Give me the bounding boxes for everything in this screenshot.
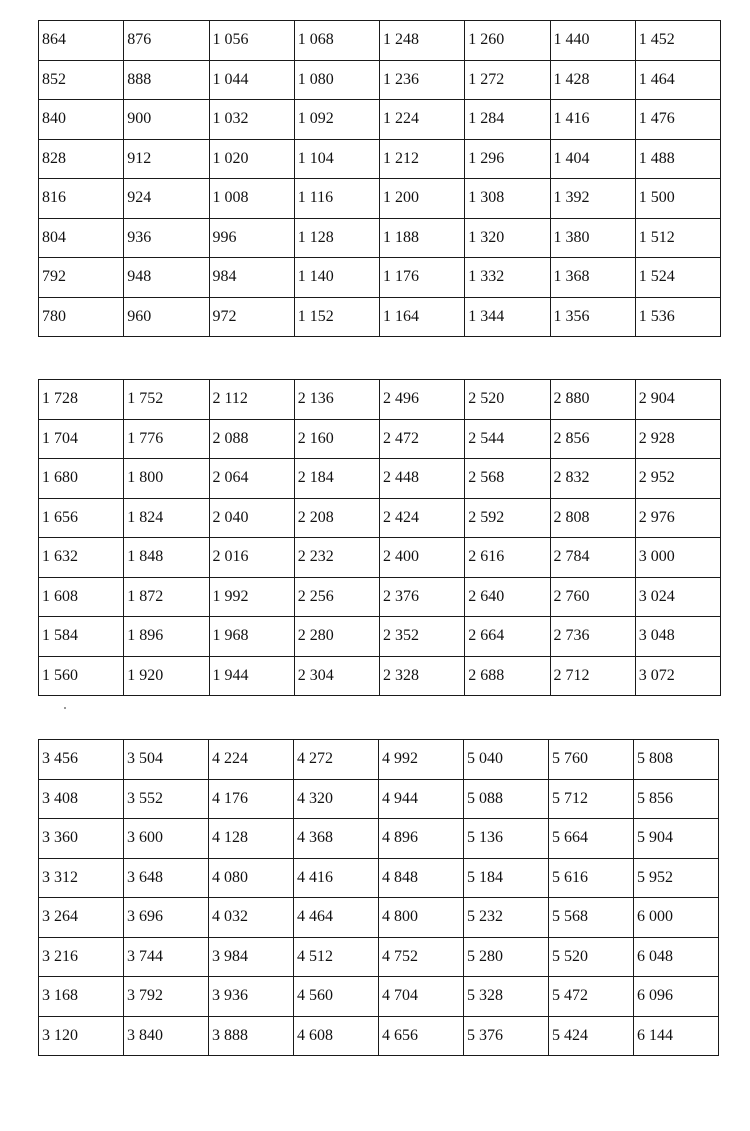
table-cell: 3 360 [39, 819, 124, 859]
table-cell: 5 040 [464, 740, 549, 780]
table-cell: 3 024 [635, 577, 720, 617]
table-cell: 5 808 [634, 740, 719, 780]
table-cell: 1 944 [209, 656, 294, 696]
table-cell: 1 464 [635, 60, 720, 100]
table-cell: 1 536 [635, 297, 720, 337]
table-cell: 4 896 [379, 819, 464, 859]
table-cell: 4 656 [379, 1016, 464, 1056]
table-cell: 816 [39, 179, 124, 219]
table-cell: 2 400 [380, 538, 465, 578]
table-cell: 1 848 [124, 538, 209, 578]
table-cell: 2 616 [465, 538, 550, 578]
table-cell: 4 704 [379, 977, 464, 1017]
table-cell: 5 136 [464, 819, 549, 859]
table-cell: 1 140 [294, 258, 379, 298]
table-cell: 1 068 [294, 21, 379, 61]
table-cell: 1 872 [124, 577, 209, 617]
table-cell: 2 376 [380, 577, 465, 617]
table-cell: 4 992 [379, 740, 464, 780]
table-cell: 5 952 [634, 858, 719, 898]
table-cell: 2 592 [465, 498, 550, 538]
table-cell: 2 496 [380, 380, 465, 420]
table-cell: 6 144 [634, 1016, 719, 1056]
table-cell: 888 [124, 60, 209, 100]
table-cell: 924 [124, 179, 209, 219]
table-cell: 1 272 [465, 60, 550, 100]
table-cell: 4 176 [209, 779, 294, 819]
table-row [39, 179, 721, 219]
table-cell: 2 904 [635, 380, 720, 420]
table-cell: 5 424 [549, 1016, 634, 1056]
table-cell: 2 256 [294, 577, 379, 617]
table-cell: 2 544 [465, 419, 550, 459]
table-cell: 3 600 [124, 819, 209, 859]
table-cell: 1 248 [380, 21, 465, 61]
table-cell: 3 168 [39, 977, 124, 1017]
table-cell: 1 500 [635, 179, 720, 219]
table-cell: 828 [39, 139, 124, 179]
number-table-3-body [39, 740, 719, 1056]
table-cell: 852 [39, 60, 124, 100]
table-cell: 5 664 [549, 819, 634, 859]
table-cell: 1 416 [550, 100, 635, 140]
table-cell: 5 088 [464, 779, 549, 819]
table-cell: 1 680 [39, 459, 124, 499]
table-cell: 1 080 [294, 60, 379, 100]
table-cell: 1 800 [124, 459, 209, 499]
table-cell: 5 472 [549, 977, 634, 1017]
table-row [39, 297, 721, 337]
table-cell: 1 524 [635, 258, 720, 298]
table-cell: 936 [124, 218, 209, 258]
table-row [39, 937, 719, 977]
table-cell: 4 848 [379, 858, 464, 898]
table-cell: 1 428 [550, 60, 635, 100]
table-cell: 840 [39, 100, 124, 140]
table-cell: 1 992 [209, 577, 294, 617]
table-cell: 4 224 [209, 740, 294, 780]
table-row [39, 60, 721, 100]
number-table-2 [38, 379, 721, 696]
table-cell: 1 704 [39, 419, 124, 459]
number-table-1-body [39, 21, 721, 337]
table-cell: 1 776 [124, 419, 209, 459]
scan-speck [64, 707, 66, 709]
table-cell: 2 352 [380, 617, 465, 657]
table-cell: 1 920 [124, 656, 209, 696]
table-cell: 2 280 [294, 617, 379, 657]
table-cell: 1 488 [635, 139, 720, 179]
table-cell: 4 368 [294, 819, 379, 859]
table-cell: 876 [124, 21, 209, 61]
table-row [39, 577, 721, 617]
table-cell: 2 472 [380, 419, 465, 459]
table-cell: 1 320 [465, 218, 550, 258]
table-cell: 4 128 [209, 819, 294, 859]
table-cell: 2 736 [550, 617, 635, 657]
table-cell: 1 392 [550, 179, 635, 219]
table-cell: 1 236 [380, 60, 465, 100]
table-cell: 3 744 [124, 937, 209, 977]
table-cell: 792 [39, 258, 124, 298]
table-cell: 960 [124, 297, 209, 337]
table-row [39, 1016, 719, 1056]
table-cell: 996 [209, 218, 294, 258]
table-row [39, 459, 721, 499]
table-cell: 984 [209, 258, 294, 298]
table-cell: 2 064 [209, 459, 294, 499]
table-cell: 1 260 [465, 21, 550, 61]
table-cell: 3 504 [124, 740, 209, 780]
table-cell: 2 112 [209, 380, 294, 420]
table-cell: 2 232 [294, 538, 379, 578]
table-cell: 1 728 [39, 380, 124, 420]
table-cell: 1 332 [465, 258, 550, 298]
table-cell: 3 984 [209, 937, 294, 977]
table-cell: 1 056 [209, 21, 294, 61]
table-cell: 2 160 [294, 419, 379, 459]
table-cell: 1 380 [550, 218, 635, 258]
table-cell: 1 176 [380, 258, 465, 298]
table-cell: 3 552 [124, 779, 209, 819]
table-cell: 972 [209, 297, 294, 337]
table-cell: 900 [124, 100, 209, 140]
table-cell: 3 408 [39, 779, 124, 819]
table-cell: 2 184 [294, 459, 379, 499]
table-cell: 1 404 [550, 139, 635, 179]
table-cell: 3 792 [124, 977, 209, 1017]
table-cell: 2 664 [465, 617, 550, 657]
table-cell: 4 032 [209, 898, 294, 938]
table-cell: 4 320 [294, 779, 379, 819]
table-cell: 3 456 [39, 740, 124, 780]
number-table-3 [38, 739, 719, 1056]
table-cell: 1 512 [635, 218, 720, 258]
table-cell: 5 616 [549, 858, 634, 898]
table-cell: 2 808 [550, 498, 635, 538]
table-cell: 4 464 [294, 898, 379, 938]
table-cell: 2 688 [465, 656, 550, 696]
table-cell: 2 712 [550, 656, 635, 696]
table-cell: 1 296 [465, 139, 550, 179]
table-cell: 2 784 [550, 538, 635, 578]
number-table-2-body [39, 380, 721, 696]
table-cell: 1 044 [209, 60, 294, 100]
table-cell: 1 368 [550, 258, 635, 298]
table-cell: 4 608 [294, 1016, 379, 1056]
table-row [39, 858, 719, 898]
table-cell: 2 952 [635, 459, 720, 499]
table-cell: 3 264 [39, 898, 124, 938]
table-cell: 4 416 [294, 858, 379, 898]
table-cell: 2 040 [209, 498, 294, 538]
table-cell: 3 072 [635, 656, 720, 696]
table-cell: 1 020 [209, 139, 294, 179]
table-cell: 1 212 [380, 139, 465, 179]
table-cell: 2 328 [380, 656, 465, 696]
table-row [39, 779, 719, 819]
table-row [39, 498, 721, 538]
table-cell: 3 312 [39, 858, 124, 898]
table-cell: 2 136 [294, 380, 379, 420]
table-cell: 2 208 [294, 498, 379, 538]
table-cell: 1 116 [294, 179, 379, 219]
table-cell: 6 048 [634, 937, 719, 977]
table-cell: 2 976 [635, 498, 720, 538]
table-cell: 4 080 [209, 858, 294, 898]
table-cell: 2 928 [635, 419, 720, 459]
table-cell: 4 800 [379, 898, 464, 938]
table-cell: 3 936 [209, 977, 294, 1017]
table-cell: 6 000 [634, 898, 719, 938]
table-row [39, 100, 721, 140]
table-row [39, 21, 721, 61]
table-cell: 2 304 [294, 656, 379, 696]
table-cell: 3 696 [124, 898, 209, 938]
table-row [39, 740, 719, 780]
table-cell: 804 [39, 218, 124, 258]
table-cell: 2 760 [550, 577, 635, 617]
table-cell: 5 904 [634, 819, 719, 859]
table-cell: 1 452 [635, 21, 720, 61]
table-cell: 1 092 [294, 100, 379, 140]
table-cell: 1 584 [39, 617, 124, 657]
table-cell: 4 272 [294, 740, 379, 780]
table-cell: 1 284 [465, 100, 550, 140]
table-row [39, 819, 719, 859]
table-cell: 5 520 [549, 937, 634, 977]
table-cell: 5 376 [464, 1016, 549, 1056]
table-cell: 5 568 [549, 898, 634, 938]
table-cell: 912 [124, 139, 209, 179]
table-cell: 5 280 [464, 937, 549, 977]
table-cell: 1 128 [294, 218, 379, 258]
table-cell: 3 888 [209, 1016, 294, 1056]
table-cell: 1 356 [550, 297, 635, 337]
table-row [39, 380, 721, 420]
table-cell: 3 120 [39, 1016, 124, 1056]
table-cell: 3 000 [635, 538, 720, 578]
table-cell: 2 448 [380, 459, 465, 499]
table-cell: 1 032 [209, 100, 294, 140]
table-cell: 1 752 [124, 380, 209, 420]
table-cell: 864 [39, 21, 124, 61]
table-cell: 1 440 [550, 21, 635, 61]
table-cell: 1 200 [380, 179, 465, 219]
table-cell: 2 832 [550, 459, 635, 499]
table-cell: 5 856 [634, 779, 719, 819]
number-table-1 [38, 20, 721, 337]
table-row [39, 617, 721, 657]
table-cell: 1 560 [39, 656, 124, 696]
table-cell: 1 896 [124, 617, 209, 657]
table-cell: 2 424 [380, 498, 465, 538]
table-cell: 1 632 [39, 538, 124, 578]
table-cell: 2 880 [550, 380, 635, 420]
table-cell: 4 512 [294, 937, 379, 977]
table-cell: 6 096 [634, 977, 719, 1017]
table-cell: 1 968 [209, 617, 294, 657]
table-cell: 4 944 [379, 779, 464, 819]
table-cell: 2 520 [465, 380, 550, 420]
table-row [39, 656, 721, 696]
table-cell: 3 048 [635, 617, 720, 657]
table-row [39, 977, 719, 1017]
table-cell: 1 344 [465, 297, 550, 337]
table-cell: 1 152 [294, 297, 379, 337]
table-cell: 5 328 [464, 977, 549, 1017]
table-cell: 1 164 [380, 297, 465, 337]
table-cell: 2 856 [550, 419, 635, 459]
table-row [39, 139, 721, 179]
table-cell: 3 840 [124, 1016, 209, 1056]
table-cell: 2 568 [465, 459, 550, 499]
table-cell: 1 224 [380, 100, 465, 140]
table-cell: 1 476 [635, 100, 720, 140]
table-cell: 3 216 [39, 937, 124, 977]
table-row [39, 898, 719, 938]
table-cell: 5 712 [549, 779, 634, 819]
table-cell: 1 008 [209, 179, 294, 219]
table-cell: 1 824 [124, 498, 209, 538]
table-row [39, 258, 721, 298]
table-cell: 1 308 [465, 179, 550, 219]
table-cell: 4 560 [294, 977, 379, 1017]
table-row [39, 538, 721, 578]
table-cell: 1 104 [294, 139, 379, 179]
table-cell: 5 184 [464, 858, 549, 898]
table-cell: 2 640 [465, 577, 550, 617]
table-cell: 1 608 [39, 577, 124, 617]
table-cell: 780 [39, 297, 124, 337]
table-cell: 1 188 [380, 218, 465, 258]
table-cell: 1 656 [39, 498, 124, 538]
table-cell: 4 752 [379, 937, 464, 977]
table-cell: 3 648 [124, 858, 209, 898]
table-cell: 5 232 [464, 898, 549, 938]
table-cell: 5 760 [549, 740, 634, 780]
table-cell: 2 016 [209, 538, 294, 578]
table-row [39, 218, 721, 258]
table-row [39, 419, 721, 459]
table-cell: 948 [124, 258, 209, 298]
table-cell: 2 088 [209, 419, 294, 459]
